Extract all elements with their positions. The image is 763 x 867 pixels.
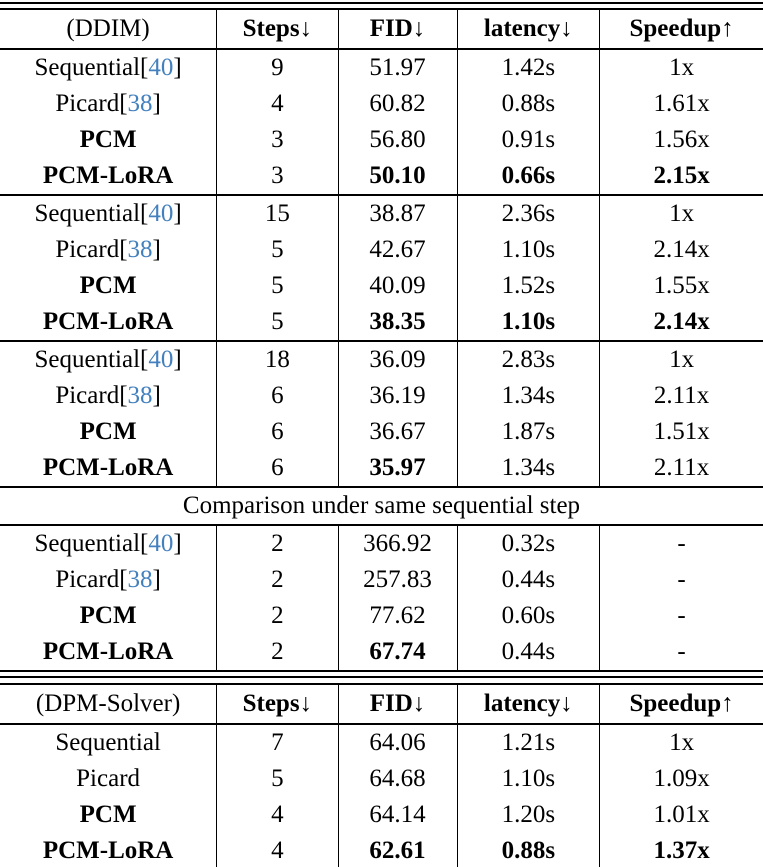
latency-cell: 1.10s [457, 761, 600, 797]
latency-cell: 2.83s [457, 341, 600, 378]
fid-cell: 56.80 [338, 122, 457, 158]
fid-cell: 38.87 [338, 195, 457, 232]
citation-ref: [40] [140, 346, 182, 373]
speedup-cell: - [600, 598, 763, 634]
method-label: Sequential [34, 530, 141, 557]
steps-cell: 5 [217, 761, 338, 797]
ddim-column-header-steps: Steps↓ [217, 10, 338, 49]
method-label: PCM-LoRA [42, 162, 174, 189]
latency-cell: 1.10s [457, 232, 600, 268]
method-cell [0, 49, 217, 86]
steps-cell: 15 [217, 195, 338, 232]
steps-cell: 4 [217, 797, 338, 833]
method-label: PCM-LoRA [42, 454, 174, 481]
latency-cell: 0.91s [457, 122, 600, 158]
fid-cell: 60.82 [338, 86, 457, 122]
method-cell [0, 634, 217, 670]
method-label: Picard [55, 566, 120, 593]
method-cell [0, 598, 217, 634]
method-label: Picard [55, 382, 120, 409]
method-label: PCM [79, 801, 137, 828]
table-row [0, 598, 763, 634]
fid-cell: 67.74 [338, 634, 457, 670]
ddim-header-row [0, 10, 763, 49]
latency-cell: 1.20s [457, 797, 600, 833]
speedup-cell: 1.37x [600, 833, 763, 867]
fid-cell: 36.67 [338, 414, 457, 450]
method-cell [0, 378, 217, 414]
steps-cell: 2 [217, 634, 338, 670]
dpm-column-header-fid: FID↓ [338, 684, 457, 724]
method-label: Sequential [34, 54, 141, 81]
table-row [0, 634, 763, 670]
fid-cell: 35.97 [338, 450, 457, 487]
latency-cell: 1.34s [457, 450, 600, 487]
steps-cell: 18 [217, 341, 338, 378]
method-cell [0, 122, 217, 158]
citation-ref: [40] [140, 54, 182, 81]
latency-cell: 2.36s [457, 195, 600, 232]
steps-cell: 3 [217, 122, 338, 158]
citation-ref: [38] [119, 236, 161, 263]
method-cell [0, 833, 217, 867]
method-label: PCM [79, 418, 137, 445]
citation-ref: [40] [140, 200, 182, 227]
method-cell [0, 341, 217, 378]
steps-cell: 5 [217, 232, 338, 268]
ddim-bottom-double-rule [0, 670, 763, 678]
fid-cell: 36.19 [338, 378, 457, 414]
table-row [0, 797, 763, 833]
speedup-cell: 1.55x [600, 268, 763, 304]
citation-ref: [40] [140, 530, 182, 557]
speedup-cell: 2.11x [600, 450, 763, 487]
method-cell [0, 86, 217, 122]
citation-number: 38 [127, 236, 153, 263]
fid-cell: 77.62 [338, 598, 457, 634]
speedup-cell: 1.61x [600, 86, 763, 122]
steps-cell: 5 [217, 268, 338, 304]
section-banner: Comparison under same sequential step [0, 487, 763, 525]
citation-ref: [38] [119, 566, 161, 593]
latency-cell: 0.66s [457, 158, 600, 195]
latency-cell: 0.88s [457, 86, 600, 122]
latency-cell: 1.21s [457, 724, 600, 761]
speedup-cell: 1.09x [600, 761, 763, 797]
steps-cell: 6 [217, 378, 338, 414]
method-cell [0, 450, 217, 487]
method-label: Picard [55, 236, 120, 263]
citation-number: 38 [127, 382, 153, 409]
speedup-cell: 1x [600, 49, 763, 86]
fid-cell: 64.14 [338, 797, 457, 833]
table-row [0, 122, 763, 158]
steps-cell: 9 [217, 49, 338, 86]
table-row [0, 195, 763, 232]
method-label: PCM-LoRA [42, 837, 174, 864]
ddim-column-header-latency: latency↓ [457, 10, 600, 49]
method-label: PCM [79, 126, 137, 153]
fid-cell: 64.68 [338, 761, 457, 797]
latency-cell: 0.60s [457, 598, 600, 634]
steps-cell: 4 [217, 86, 338, 122]
method-label: Picard [55, 90, 120, 117]
latency-cell: 1.34s [457, 378, 600, 414]
method-label: Sequential [55, 729, 161, 756]
speedup-cell: 1.51x [600, 414, 763, 450]
steps-cell: 5 [217, 304, 338, 341]
table-row [0, 724, 763, 761]
latency-cell: 0.44s [457, 562, 600, 598]
dpm-table-body [0, 724, 763, 867]
steps-cell: 6 [217, 450, 338, 487]
table-row [0, 525, 763, 562]
table-row [0, 833, 763, 867]
citation-ref: [38] [119, 90, 161, 117]
speedup-cell: 1x [600, 195, 763, 232]
fid-cell: 42.67 [338, 232, 457, 268]
table-row [0, 414, 763, 450]
fid-cell: 36.09 [338, 341, 457, 378]
dpm-column-header-latency: latency↓ [457, 684, 600, 724]
method-cell [0, 304, 217, 341]
steps-cell: 6 [217, 414, 338, 450]
citation-number: 40 [148, 54, 174, 81]
ddim-table-body [0, 49, 763, 670]
method-cell [0, 797, 217, 833]
fid-cell: 51.97 [338, 49, 457, 86]
method-label: PCM [79, 272, 137, 299]
ddim-table [0, 10, 763, 670]
steps-cell: 2 [217, 598, 338, 634]
table-row [0, 49, 763, 86]
table-row [0, 232, 763, 268]
table-row [0, 562, 763, 598]
fid-cell: 38.35 [338, 304, 457, 341]
method-cell [0, 232, 217, 268]
speedup-cell: 2.14x [600, 232, 763, 268]
method-label: Sequential [34, 200, 141, 227]
speedup-cell: 2.15x [600, 158, 763, 195]
table-row [0, 341, 763, 378]
speedup-cell: 1.56x [600, 122, 763, 158]
fid-cell: 50.10 [338, 158, 457, 195]
method-cell [0, 562, 217, 598]
citation-number: 38 [127, 566, 153, 593]
method-cell [0, 158, 217, 195]
speedup-cell: 2.11x [600, 378, 763, 414]
latency-cell: 0.88s [457, 833, 600, 867]
citation-number: 40 [148, 530, 174, 557]
latency-cell: 1.10s [457, 304, 600, 341]
ddim-column-header-fid: FID↓ [338, 10, 457, 49]
table-row [0, 450, 763, 487]
steps-cell: 4 [217, 833, 338, 867]
dpm-title-cell: (DPM-Solver) [0, 684, 217, 724]
method-label: Sequential [34, 346, 141, 373]
latency-cell: 0.44s [457, 634, 600, 670]
method-cell [0, 268, 217, 304]
speedup-cell: 1x [600, 341, 763, 378]
method-cell [0, 414, 217, 450]
latency-cell: 0.32s [457, 525, 600, 562]
latency-cell: 1.52s [457, 268, 600, 304]
method-label: PCM-LoRA [42, 638, 174, 665]
ddim-column-header-speedup: Speedup↑ [600, 10, 763, 49]
speedup-cell: - [600, 525, 763, 562]
table-row [0, 86, 763, 122]
latency-cell: 1.42s [457, 49, 600, 86]
method-label: Picard [76, 765, 141, 792]
speedup-cell: 2.14x [600, 304, 763, 341]
citation-number: 38 [127, 90, 153, 117]
method-cell [0, 525, 217, 562]
method-cell [0, 761, 217, 797]
steps-cell: 3 [217, 158, 338, 195]
speedup-cell: - [600, 634, 763, 670]
method-cell [0, 195, 217, 232]
method-label: PCM-LoRA [42, 308, 174, 335]
method-cell [0, 724, 217, 761]
citation-ref: [38] [119, 382, 161, 409]
steps-cell: 7 [217, 724, 338, 761]
dpm-column-header-speedup: Speedup↑ [600, 684, 763, 724]
steps-cell: 2 [217, 562, 338, 598]
top-double-rule [0, 2, 763, 10]
fid-cell: 257.83 [338, 562, 457, 598]
citation-number: 40 [148, 346, 174, 373]
dpm-header-row [0, 684, 763, 724]
ddim-title-cell: (DDIM) [0, 10, 217, 49]
fid-cell: 40.09 [338, 268, 457, 304]
table-row [0, 268, 763, 304]
speedup-cell: 1.01x [600, 797, 763, 833]
steps-cell: 2 [217, 525, 338, 562]
speedup-cell: 1x [600, 724, 763, 761]
table-row [0, 158, 763, 195]
table-row [0, 304, 763, 341]
table-row [0, 378, 763, 414]
speedup-cell: - [600, 562, 763, 598]
dpm-column-header-steps: Steps↓ [217, 684, 338, 724]
dpm-solver-table [0, 683, 763, 867]
fid-cell: 64.06 [338, 724, 457, 761]
latency-cell: 1.87s [457, 414, 600, 450]
method-label: PCM [79, 602, 137, 629]
table-row [0, 761, 763, 797]
fid-cell: 366.92 [338, 525, 457, 562]
citation-number: 40 [148, 200, 174, 227]
fid-cell: 62.61 [338, 833, 457, 867]
section-banner-row [0, 487, 763, 525]
